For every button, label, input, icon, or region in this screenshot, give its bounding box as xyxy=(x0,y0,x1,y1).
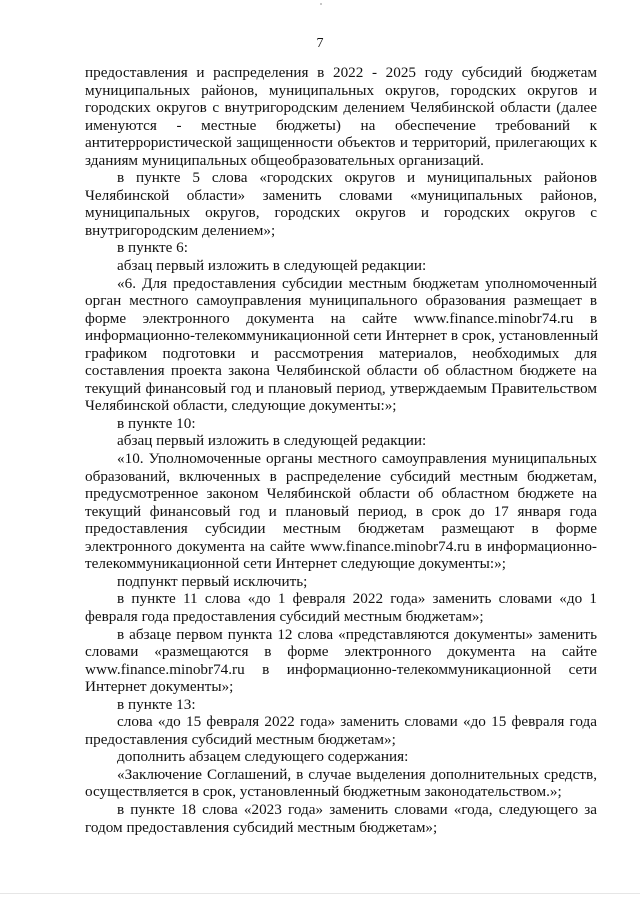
text-line: образований, включенных в распределение субсидий местным бюджетам, xyxy=(85,467,597,485)
text-line: муниципальных округов, городских округов и городских округов с xyxy=(85,204,597,222)
text-line: информационно-телекоммуникационной сети Интернет в срок, установленный xyxy=(85,327,599,345)
text-line: предусмотренное законом Челябинской области об областном бюджете на xyxy=(85,485,597,503)
text-line: текущий финансовый год и плановый период, утверждаемым Правительством xyxy=(85,379,597,397)
text-line: в пункте 18 слова «2023 года» заменить словами «года, следующего за xyxy=(117,800,597,818)
text-line: абзац первый изложить в следующей редакции: xyxy=(117,257,427,275)
text-line: дополнить абзацем следующего содержания: xyxy=(117,748,409,766)
text-line: муниципальных районов, муниципальных округов, городских округов и xyxy=(85,81,597,99)
text-line: осуществляется в срок, установленный бюджетным законодательством.»; xyxy=(85,783,562,801)
text-line: словами «размещаются в форме электронного документа на сайте xyxy=(85,643,597,661)
text-line: предоставления субсидии местным бюджетам размещают в форме xyxy=(85,520,597,538)
text-line: антитеррористической защищенности объектов и территорий, прилегающих к xyxy=(85,134,597,152)
text-line: абзац первый изложить в следующей редакции: xyxy=(117,432,427,450)
text-line: в пункте 5 слова «городских округов и муниципальных районов xyxy=(117,169,597,187)
text-line: в пункте 13: xyxy=(117,695,196,713)
text-line: внутригородским делением»; xyxy=(85,221,276,239)
text-line: www.finance.minobr74.ru в информационно-телекоммуникационной сети xyxy=(85,660,597,678)
document-body xyxy=(85,64,597,836)
text-line: Челябинской области, следующие документы:»; xyxy=(85,397,397,415)
page-bottom-edge xyxy=(0,893,640,894)
text-line: графиком подготовки и рассмотрения материалов, необходимых для xyxy=(85,344,597,362)
text-line: «10. Уполномоченные органы местного самоуправления муниципальных xyxy=(117,450,597,468)
scan-speck xyxy=(320,3,322,5)
text-line: составления проекта закона Челябинской области об областном бюджете на xyxy=(85,362,597,380)
text-line: именуются - местные бюджеты) на обеспечение требований к xyxy=(85,116,597,134)
text-line: предоставления субсидий местным бюджетам»; xyxy=(85,730,396,748)
text-line: в абзаце первом пункта 12 слова «представляются документы» заменить xyxy=(117,625,597,643)
text-line: «6. Для предоставления субсидии местным бюджетам уполномоченный xyxy=(117,274,597,292)
text-line: Челябинской области» заменить словами «муниципальных районов, xyxy=(85,186,597,204)
page-number: 7 xyxy=(316,36,324,51)
text-line: в пункте 6: xyxy=(117,239,188,257)
text-line: телекоммуникационной сети Интернет следующие документы:»; xyxy=(85,555,506,573)
text-line: форме электронного документа на сайте www.finance.minobr74.ru в xyxy=(85,309,597,327)
text-line: зданиям муниципальных общеобразовательных организаций. xyxy=(85,151,484,169)
text-line: в пункте 11 слова «до 1 февраля 2022 года» заменить словами «до 1 xyxy=(117,590,597,608)
text-line: текущий финансовый год и плановый период, в срок до 17 января года xyxy=(85,502,597,520)
text-line: орган местного самоуправления муниципального образования размещает в xyxy=(85,292,597,310)
text-line: подпункт первый исключить; xyxy=(117,572,308,590)
text-line: годом предоставления субсидий местным бюджетам»; xyxy=(85,818,438,836)
text-line: предоставления и распределения в 2022 - 2025 году субсидий бюджетам xyxy=(85,64,597,81)
text-line: «Заключение Соглашений, в случае выделения дополнительных средств, xyxy=(117,765,597,783)
text-line: в пункте 10: xyxy=(117,414,196,432)
text-line: электронного документа на сайте www.finance.minobr74.ru в информационно- xyxy=(85,537,597,555)
text-line: слова «до 15 февраля 2022 года» заменить словами «до 15 февраля года xyxy=(117,713,597,731)
text-line: февраля года предоставления субсидий местным бюджетам»; xyxy=(85,607,484,625)
text-line: городских округов с внутригородским делением Челябинской области (далее xyxy=(85,99,597,117)
text-line: Интернет документы»; xyxy=(85,678,234,696)
